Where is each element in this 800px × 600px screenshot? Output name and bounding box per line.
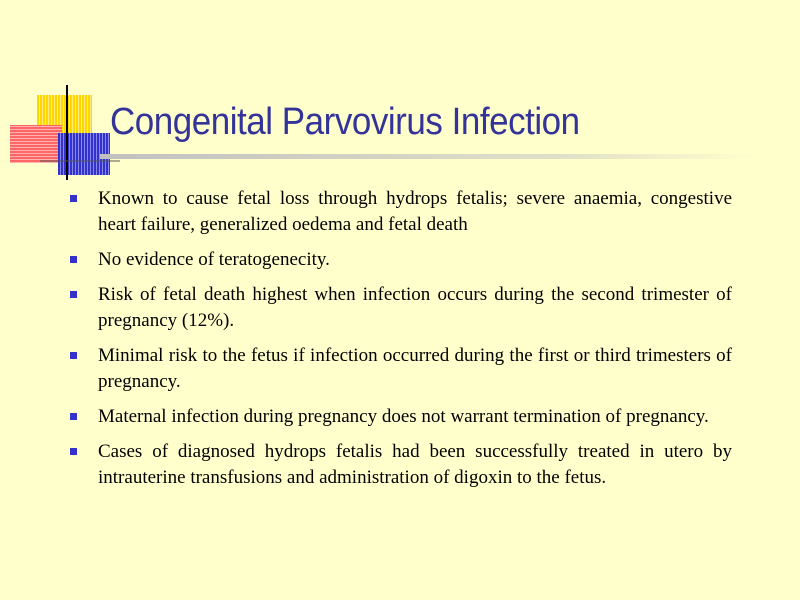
bullet-item [68,439,732,491]
bullet-text: Maternal infection during pregnancy does not warrant termination of pregnancy. [98,406,709,427]
square-bullet-icon [70,352,77,359]
slide-title: Congenital Parvovirus Infection [110,101,580,143]
title-underline [100,154,758,159]
square-bullet-icon [70,291,77,298]
bullet-text: No evidence of teratogenecity. [98,249,330,270]
bullet-item [68,404,732,430]
bullet-text: Minimal risk to the fetus if infection occurred during the first or third trimesters of pregnancy. [98,345,732,392]
square-bullet-icon [70,195,77,202]
bullet-item [68,343,732,395]
square-bullet-icon [70,413,77,420]
decorative-squares-logo [10,85,120,180]
bullet-text: Known to cause fetal loss through hydrops fetalis; severe anaemia, congestive heart failure, generalized oedema and fetal death [98,188,732,235]
bullet-text: Cases of diagnosed hydrops fetalis had been successfully treated in utero by intrauterine transfusions and administration of digoxin to the fetus. [98,441,732,488]
square-bullet-icon [70,256,77,263]
bullet-text: Risk of fetal death highest when infection occurs during the second trimester of pregnancy (12%). [98,284,732,331]
bullet-item [68,247,732,273]
square-bullet-icon [70,448,77,455]
bullet-item [68,282,732,334]
bullet-list [68,186,732,500]
bullet-item [68,186,732,238]
